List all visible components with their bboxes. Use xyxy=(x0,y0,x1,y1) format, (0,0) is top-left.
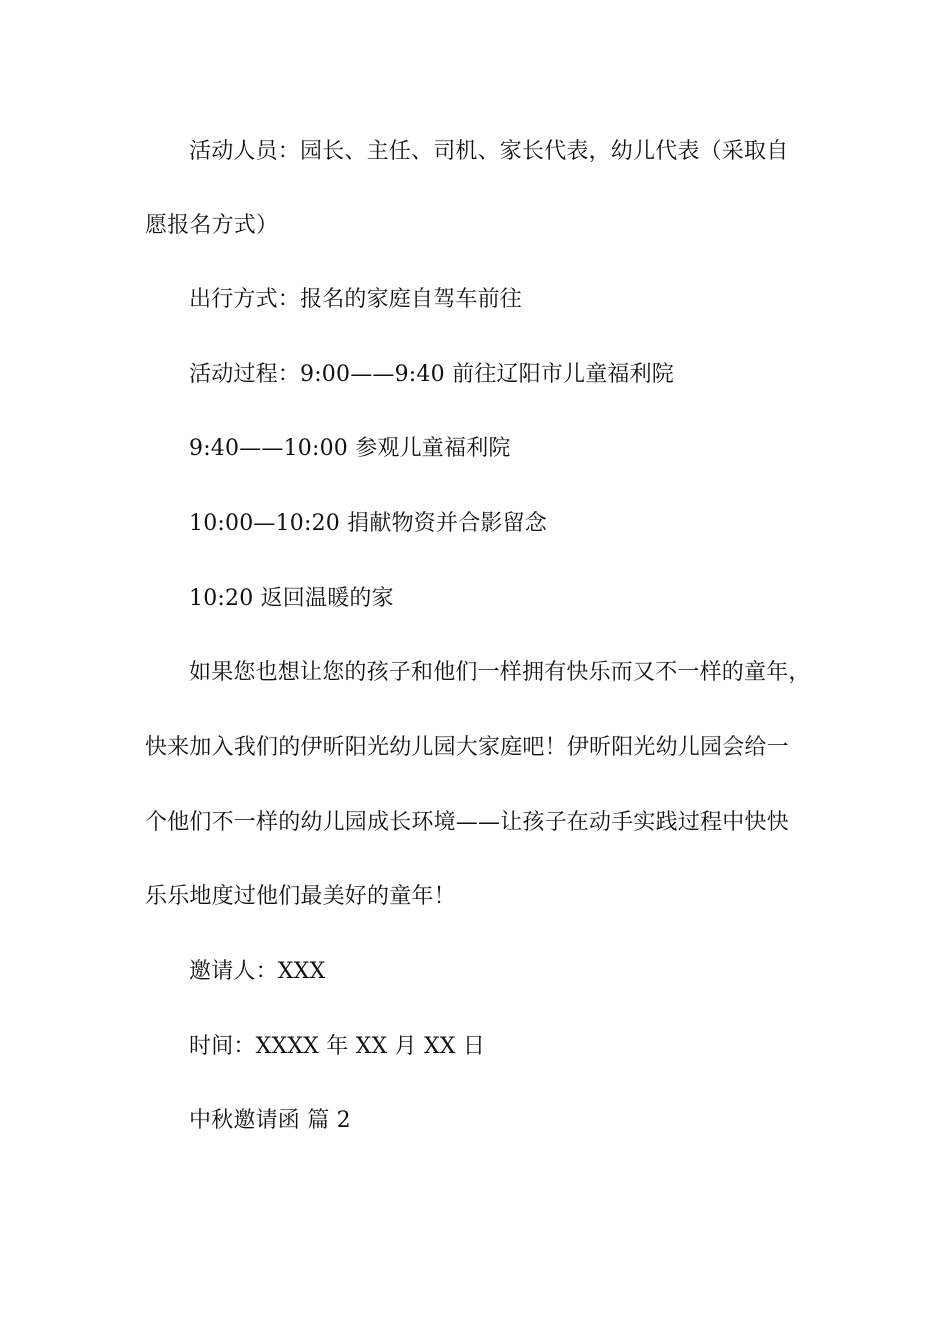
section-heading: 中秋邀请函 篇 2 xyxy=(189,1108,351,1133)
travel-mode-line: 出行方式：报名的家庭自驾车前往 xyxy=(189,287,523,312)
participants-line: 活动人员：园长、主任、司机、家长代表，幼儿代表（采取自 xyxy=(189,139,789,164)
schedule-line-4: 10:20 返回温暖的家 xyxy=(189,586,394,611)
date-line: 时间：XXXX 年 XX 月 XX 日 xyxy=(189,1034,486,1059)
invitation-paragraph-line-3: 个他们不一样的幼儿园成长环境——让孩子在动手实践过程中快快 xyxy=(145,810,789,835)
inviter-line: 邀请人：XXX xyxy=(189,959,326,984)
schedule-line-1: 活动过程：9:00——9:40 前往辽阳市儿童福利院 xyxy=(189,362,675,387)
invitation-paragraph-line-2: 快来加入我们的伊昕阳光幼儿园大家庭吧！伊昕阳光幼儿园会给一 xyxy=(145,735,789,760)
schedule-line-3: 10:00—10:20 捐献物资并合影留念 xyxy=(189,511,547,536)
participants-line-continued: 愿报名方式） xyxy=(145,213,279,238)
invitation-paragraph-line-4: 乐乐地度过他们最美好的童年！ xyxy=(145,884,456,909)
schedule-line-2: 9:40——10:00 参观儿童福利院 xyxy=(189,436,511,461)
invitation-paragraph-line-1: 如果您也想让您的孩子和他们一样拥有快乐而又不一样的童年， xyxy=(189,660,811,685)
